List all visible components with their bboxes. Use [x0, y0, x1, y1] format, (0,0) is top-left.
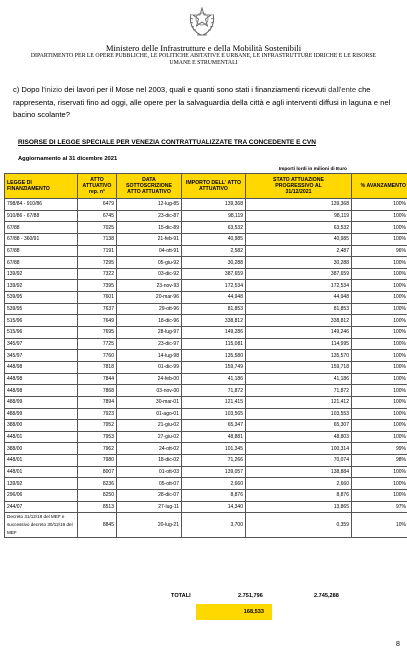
table-row: [5, 210, 407, 222]
cell-legge: 388/00: [5, 443, 78, 455]
cell-stato: 114,995: [246, 338, 352, 350]
table-row: [5, 455, 407, 467]
cell-legge: 448/01: [5, 455, 78, 467]
cell-importo: 71,266: [182, 455, 246, 467]
cell-atto: 7725: [78, 338, 117, 350]
cell-legge: 515/96: [5, 327, 78, 339]
cell-legge: 139/92: [5, 280, 78, 292]
cell-avanzamento: 100%: [352, 420, 407, 432]
cell-data: 28-dic-07: [117, 490, 182, 502]
cell-avanzamento: 100%: [352, 478, 407, 490]
cell-avanzamento: 100%: [352, 292, 407, 304]
cell-legge: 539/95: [5, 303, 78, 315]
cell-importo: 149,286: [182, 327, 246, 339]
cell-importo: 44,948: [182, 292, 246, 304]
cell-data: 27-giu-02: [117, 431, 182, 443]
cell-stato: 30,288: [246, 257, 352, 269]
cell-importo: 14,340: [182, 501, 246, 513]
cell-importo: 115,081: [182, 338, 246, 350]
cell-avanzamento: 100%: [352, 199, 407, 211]
cell-data: 01-ago-01: [117, 408, 182, 420]
cell-stato: 40,985: [246, 233, 352, 245]
cell-atto: 8007: [78, 466, 117, 478]
cell-atto: 6745: [78, 210, 117, 222]
republic-emblem-icon: [186, 4, 218, 38]
header-avanzamento: % AVANZAMENTO: [352, 174, 407, 199]
cell-atto: 8513: [78, 501, 117, 513]
table-row: [5, 199, 407, 211]
cell-avanzamento: 100%: [352, 315, 407, 327]
cell-atto: 7637: [78, 303, 117, 315]
cell-stato: 338,812: [246, 315, 352, 327]
cell-importo: 387,659: [182, 268, 246, 280]
cell-data: 20-lug-21: [117, 513, 182, 538]
cell-atto: 7601: [78, 292, 117, 304]
cell-stato: 139,368: [246, 199, 352, 211]
cell-atto: 7844: [78, 373, 117, 385]
header-atto: ATTO ATTUATIVO rep. n°: [78, 174, 117, 199]
department-name: [0, 53, 407, 67]
cell-legge: 67/88 - 360/91: [5, 233, 78, 245]
question-highlight-1: inizio: [44, 85, 63, 94]
cell-data: 04-ott-91: [117, 245, 182, 257]
question-part-2: dei lavori per il Mose nel 2003, quali e quanti sono stati i finanziamenti ricevuti: [62, 85, 329, 94]
cell-importo: 338,812: [182, 315, 246, 327]
cell-legge: 448/98: [5, 385, 78, 397]
cell-data: 03-dic-92: [117, 268, 182, 280]
cell-avanzamento: 96%: [352, 245, 407, 257]
cell-avanzamento: 98%: [352, 455, 407, 467]
cell-stato: 8,876: [246, 490, 352, 502]
cell-legge: 448/01: [5, 431, 78, 443]
cell-atto: 7395: [78, 280, 117, 292]
cell-atto: 7952: [78, 420, 117, 432]
cell-stato: 135,570: [246, 350, 352, 362]
cell-atto: 7868: [78, 385, 117, 397]
cell-data: 03-nov-00: [117, 385, 182, 397]
cell-data: 05-giu-92: [117, 257, 182, 269]
table-row: [5, 396, 407, 408]
cell-legge: 139/92: [5, 478, 78, 490]
cell-importo: 121,415: [182, 396, 246, 408]
cell-atto: 7980: [78, 455, 117, 467]
cell-importo: 139,368: [182, 199, 246, 211]
table-row: [5, 385, 407, 397]
question-lead: c) Dopo l': [13, 85, 45, 94]
cell-legge: 798/84 - 910/86: [5, 199, 78, 211]
ministry-name: Ministero delle Infrastrutture e della Mobilità Sostenibili: [105, 43, 302, 53]
table-row: [5, 233, 407, 245]
cell-importo: 40,985: [182, 233, 246, 245]
cell-legge: 910/86 - 67/88: [5, 210, 78, 222]
cell-legge: 448/98: [5, 361, 78, 373]
table-row: [5, 490, 407, 502]
cell-importo: 172,534: [182, 280, 246, 292]
cell-importo: 98,119: [182, 210, 246, 222]
cell-stato: 48,803: [246, 431, 352, 443]
cell-atto: 7818: [78, 361, 117, 373]
cell-data: 23-dic-87: [117, 210, 182, 222]
total-importo: 2.751,796: [238, 593, 263, 599]
cell-importo: 159,749: [182, 361, 246, 373]
cell-legge: 67/88: [5, 222, 78, 234]
cell-legge: 488/99: [5, 408, 78, 420]
cell-avanzamento: 100%: [352, 466, 407, 478]
cell-importo: 8,876: [182, 490, 246, 502]
cell-atto: 7295: [78, 257, 117, 269]
cell-data: 01-dic-99: [117, 361, 182, 373]
cell-atto: 7322: [78, 268, 117, 280]
cell-stato: 100,314: [246, 443, 352, 455]
department-line-2: UMANE E STRUMENTALI: [169, 60, 238, 66]
cell-avanzamento: 100%: [352, 327, 407, 339]
table-row: [5, 408, 407, 420]
question-text: [13, 84, 399, 122]
cell-legge: 448/98: [5, 373, 78, 385]
cell-avanzamento: 100%: [352, 396, 407, 408]
cell-atto: 7695: [78, 327, 117, 339]
department-line-1: DIPARTIMENTO PER LE OPERE PUBBLICHE, LE POLITICHE ABITATIVE E URBANE, LE INFRASTRUTTURE IDRICHE E LE RISORSE: [30, 53, 377, 59]
cell-data: 23-dic-97: [117, 338, 182, 350]
cell-stato: 2,660: [246, 478, 352, 490]
header-legge: LEGGE DI FINANZIAMENTO: [5, 174, 78, 199]
cell-legge: 244/07: [5, 501, 78, 513]
cell-avanzamento: 100%: [352, 431, 407, 443]
cell-avanzamento: 100%: [352, 385, 407, 397]
cell-stato: 387,659: [246, 268, 352, 280]
table-row: [5, 222, 407, 234]
cell-stato: 81,853: [246, 303, 352, 315]
cell-stato: 71,872: [246, 385, 352, 397]
cell-atto: 7923: [78, 408, 117, 420]
cell-avanzamento: 100%: [352, 233, 407, 245]
table-row: [5, 361, 407, 373]
cell-atto: 7025: [78, 222, 117, 234]
cell-atto: 7191: [78, 245, 117, 257]
cell-legge: 345/97: [5, 338, 78, 350]
cell-atto: 8236: [78, 478, 117, 490]
cell-avanzamento: 100%: [352, 222, 407, 234]
cell-data: 01-ott-03: [117, 466, 182, 478]
cell-importo: 81,853: [182, 303, 246, 315]
table-row: [5, 501, 407, 513]
cell-stato: 0,359: [246, 513, 352, 538]
cell-legge: 345/97: [5, 350, 78, 362]
table-row: [5, 280, 407, 292]
cell-legge: 296/06: [5, 490, 78, 502]
cell-legge: 139/92: [5, 268, 78, 280]
cell-avanzamento: 100%: [352, 303, 407, 315]
financing-table: [4, 173, 407, 538]
cell-data: 30-mar-01: [117, 396, 182, 408]
cell-data: 27-lug-11: [117, 501, 182, 513]
cell-avanzamento: 100%: [352, 257, 407, 269]
section-title: RISORSE DI LEGGE SPECIALE PER VENEZIA CONTRATTUALIZZATE TRA CONCEDENTE E CVN: [18, 139, 316, 146]
cell-atto: 8845: [78, 513, 117, 538]
table-row: [5, 292, 407, 304]
cell-avanzamento: 100%: [352, 490, 407, 502]
cell-atto: 7953: [78, 431, 117, 443]
cell-legge: 488/99: [5, 396, 78, 408]
cell-data: 18-dic-02: [117, 455, 182, 467]
cell-stato: 63,532: [246, 222, 352, 234]
cell-importo: 2,660: [182, 478, 246, 490]
cell-stato: 70,074: [246, 455, 352, 467]
cell-importo: 30,288: [182, 257, 246, 269]
page-number: 8: [396, 641, 400, 648]
cell-data: 28-lug-97: [117, 327, 182, 339]
cell-data: 15-dic-89: [117, 222, 182, 234]
cell-data: 05-ott-07: [117, 478, 182, 490]
table-row: [5, 268, 407, 280]
totals-label: TOTALI: [171, 593, 191, 599]
cell-data: 21-feb-91: [117, 233, 182, 245]
cell-data: 20-mar-96: [117, 292, 182, 304]
cell-avanzamento: 99%: [352, 443, 407, 455]
cell-avanzamento: 100%: [352, 373, 407, 385]
cell-stato: 103,553: [246, 408, 352, 420]
table-row: [5, 327, 407, 339]
cell-stato: 44,948: [246, 292, 352, 304]
cell-legge: 448/01: [5, 466, 78, 478]
cell-stato: 65,307: [246, 420, 352, 432]
cell-data: 18-dic-96: [117, 315, 182, 327]
cell-stato: 138,884: [246, 466, 352, 478]
header-stato: STATO ATTUAZIONE PROGRESSIVO AL 31/12/2021: [246, 174, 352, 199]
cell-stato: 121,412: [246, 396, 352, 408]
cell-importo: 101,345: [182, 443, 246, 455]
cell-data: 23-nov-93: [117, 280, 182, 292]
cell-avanzamento: 100%: [352, 338, 407, 350]
cell-importo: 48,881: [182, 431, 246, 443]
cell-avanzamento: 97%: [352, 501, 407, 513]
table-row: [5, 315, 407, 327]
cell-avanzamento: 10%: [352, 513, 407, 538]
cell-atto: 6479: [78, 199, 117, 211]
cell-avanzamento: 100%: [352, 280, 407, 292]
cell-importo: 63,532: [182, 222, 246, 234]
cell-avanzamento: 100%: [352, 210, 407, 222]
table-row: [5, 257, 407, 269]
cell-atto: 7962: [78, 443, 117, 455]
table-header-row: [5, 174, 407, 199]
table-row: [5, 338, 407, 350]
table-row: [5, 350, 407, 362]
cell-avanzamento: 100%: [352, 350, 407, 362]
total-stato: 2.745,288: [314, 593, 339, 599]
cell-data: 14-lug-98: [117, 350, 182, 362]
question-highlight-2: dall'ente: [328, 85, 357, 94]
table-row: [5, 431, 407, 443]
table-row: [5, 303, 407, 315]
table-row: [5, 245, 407, 257]
table-row: [5, 466, 407, 478]
cell-importo: 139,057: [182, 466, 246, 478]
cell-legge: 515/96: [5, 315, 78, 327]
update-note: Aggiornamento al 31 dicembre 2021: [18, 156, 118, 162]
cell-stato: 41,186: [246, 373, 352, 385]
cell-importo: 71,872: [182, 385, 246, 397]
difference-value: 168,533: [243, 609, 264, 615]
table-row: [5, 420, 407, 432]
cell-stato: 172,534: [246, 280, 352, 292]
header-importo: IMPORTO DELL' ATTO ATTUATIVO: [182, 174, 246, 199]
cell-data: 12-lug-85: [117, 199, 182, 211]
cell-importo: 103,565: [182, 408, 246, 420]
cell-avanzamento: 100%: [352, 361, 407, 373]
table-row-last: [5, 513, 407, 538]
cell-atto: 8250: [78, 490, 117, 502]
cell-importo: 41,186: [182, 373, 246, 385]
header-data: DATA SOTTOSCRIZIONE ATTO ATTUATIVO: [117, 174, 182, 199]
cell-stato: 159,718: [246, 361, 352, 373]
cell-data: 24-feb-00: [117, 373, 182, 385]
cell-importo: 65,347: [182, 420, 246, 432]
cell-importo: 2,582: [182, 245, 246, 257]
cell-legge: 67/88: [5, 245, 78, 257]
cell-atto: 7138: [78, 233, 117, 245]
cell-legge: 388/00: [5, 420, 78, 432]
cell-stato: 149,246: [246, 327, 352, 339]
cell-atto: 7649: [78, 315, 117, 327]
cell-legge: Decreto 31/12/18 del MEF e successivo decreto 30/12/19 del MEF: [5, 513, 78, 538]
cell-importo: 135,580: [182, 350, 246, 362]
table-row: [5, 373, 407, 385]
units-note: Importi lordi in milioni di Euro: [278, 167, 347, 172]
cell-data: 29-ott-96: [117, 303, 182, 315]
cell-atto: 7894: [78, 396, 117, 408]
cell-legge: 67/88: [5, 257, 78, 269]
cell-data: 21-giu-02: [117, 420, 182, 432]
cell-atto: 7760: [78, 350, 117, 362]
cell-stato: 98,119: [246, 210, 352, 222]
cell-importo: 3,700: [182, 513, 246, 538]
cell-stato: 2,487: [246, 245, 352, 257]
cell-avanzamento: 100%: [352, 268, 407, 280]
cell-stato: 13,865: [246, 501, 352, 513]
cell-data: 24-ott-02: [117, 443, 182, 455]
table-row: [5, 443, 407, 455]
difference-box: [196, 604, 272, 620]
question-part-3: che rappresenta, riservati fino ad oggi, alle opere per la salvaguardia della città e agli interventi diffusi in laguna e nel bacino scolante?: [13, 85, 391, 119]
cell-avanzamento: 100%: [352, 408, 407, 420]
cell-legge: 539/95: [5, 292, 78, 304]
table-row: [5, 478, 407, 490]
